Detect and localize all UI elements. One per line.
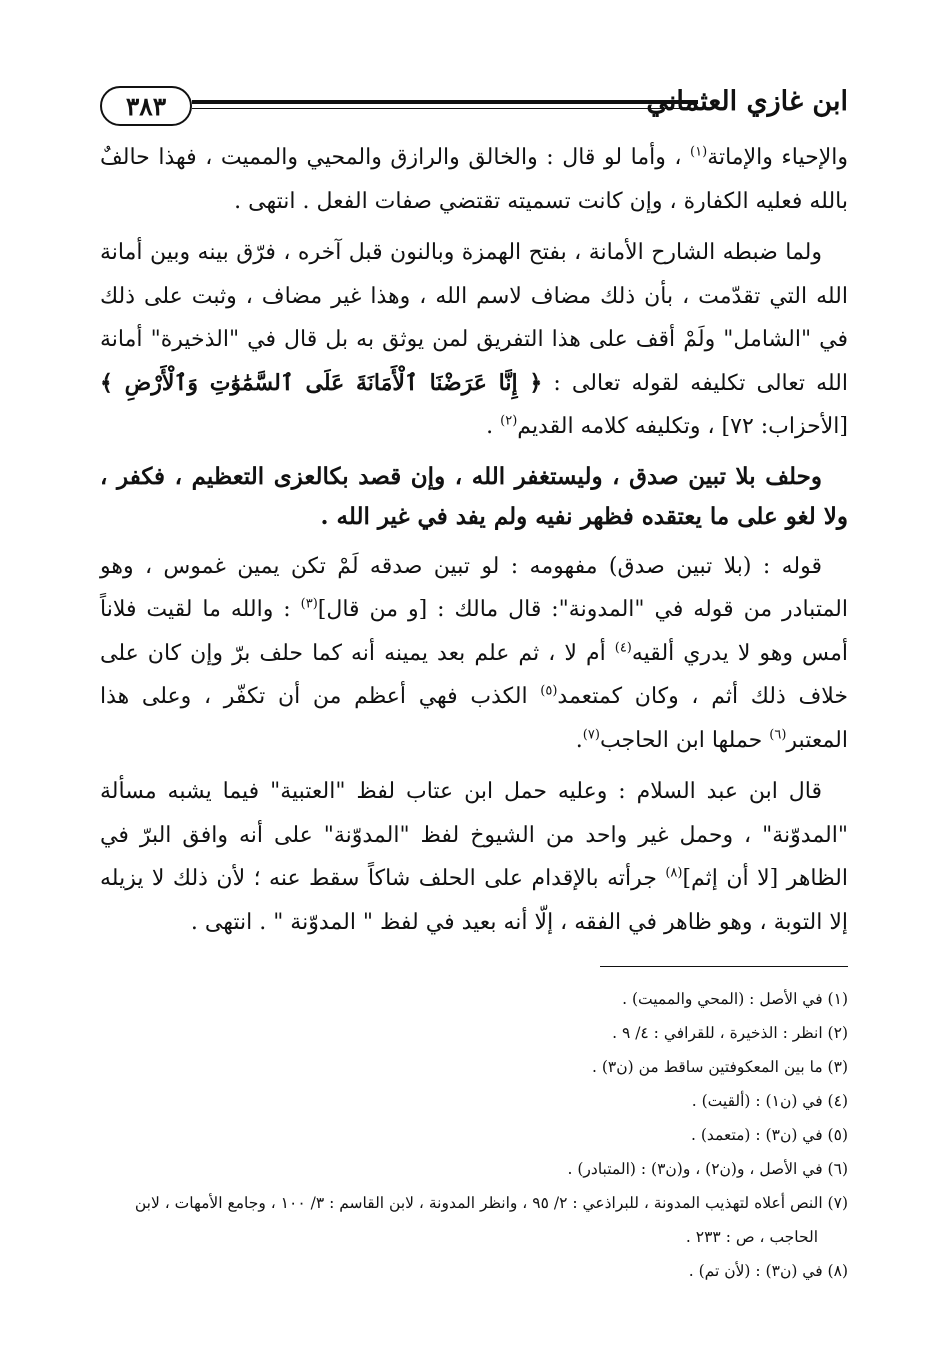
footnote-separator [600,966,848,967]
running-title: ابن غازي العثماني [646,86,848,117]
footnote-7: (٧) النص أعلاه لتهذيب المدونة ، للبراذعي : ٢/ ٩٥ ، وانظر المدونة ، لابن القاسم : ٣/ ١٠٠ ، وجامع الأمهات ، لابن [134,1194,848,1212]
matn-quote: وحلف بلا تبين صدق ، وليستغفر الله ، وإن قصد بكالعزى التعظيم ، فكفر ، ولا لغو على ما يعتقده فظهر نفيه ولم يفد في غير الله . [100,462,848,530]
footnote-1: (١) في الأصل : (المحي والمميت) . [622,990,848,1008]
footnote-5: (٥) في (ن٣) : (متعمد) . [690,1126,848,1144]
header-rule-thin [192,108,698,109]
quran-verse: ﴿ إِنَّا عَرَضْنَا ٱلْأَمَانَةَ عَلَى ٱلسَّمَٰوَٰتِ وَٱلْأَرْضِ ﴾ [100,369,543,396]
page-header [96,80,848,130]
footnote-3: (٣) ما بين المعكوفتين ساقط من (ن٣) . [591,1058,848,1076]
footnote-ref[interactable]: (٨) [665,865,683,881]
footnote-4: (٤) في (ن١) : (ألقيت) . [691,1092,848,1110]
paragraph-1: والإحياء والإماتة$^{(١)}$ ، وأما لو قال : والخالق والرازق والمحيي والمميت ، فهذا حالفٌ بالله فعليه الكفارة ، وإن كانت تسميته تقتضي صفات الفعل . انتهى . [100,144,848,214]
footnote-8: (٨) في (ن٣) : (لأن تم) . [688,1262,848,1280]
page-number: ٣٨٣ [100,86,192,126]
footnote-ref[interactable]: (٣) [300,596,318,612]
footnote-ref[interactable]: (٧) [582,727,600,743]
footnote-ref[interactable]: (٦) [769,727,787,743]
paragraph-2: ولما ضبطه الشارح الأمانة ، بفتح الهمزة وبالنون قبل آخره ، فرّق بينه وبين أمانة الله التي تقدّمت ، بأن ذلك مضاف لاسم الله ، وهذا غير مضاف ، وثبت على ذلك في "الشامل" ولَمْ أقف على هذا التفريق لمن يوثق به بل قال في "الذخيرة" أمانة الله تعالى تكليفه لقوله تعالى : ﴿ إِنَّا عَرَضْنَا ٱلْأَمَانَةَ عَلَى ٱلسَّمَٰوَٰتِ وَٱلْأَرْضِ ﴾ [الأحزاب: ٧٢] ، وتكليفه كلامه القديم$^{(٢)}$ . [100,240,848,439]
footnote-2: (٢) انظر : الذخيرة ، للقرافي : ٤/ ٩ . [612,1024,848,1042]
main-text [100,136,848,944]
footnote-6: (٦) في الأصل ، و(ن٢) ، و(ن٣) : (المتبادر) . [567,1160,848,1178]
footnote-ref[interactable]: (١) [690,144,708,160]
footnote-ref[interactable]: (٢) [500,413,518,429]
paragraph-3: قوله : (بلا تبين صدق) مفهومه : لو تبين صدقه لَمْ تكن يمين غموس ، وهو المتبادر من قوله في "المدونة": قال مالك : [و من قال]$^{(٣)}$ : والله ما لقيت فلاناً أمس وهو لا يدري ألقيه$^{(٤)}$ أم لا ، ثم علم بعد يمينه أنه كما حلف برّ وإن كان على خلاف ذلك أثم ، وكان كمتعمد$^{(٥)}$ الكذب فهي أعظم من أن تكفّر ، وعلى هذا المعتبر$^{(٦)}$ حملها ابن الحاجب$^{(٧)}$. [100,553,848,753]
footnotes [100,982,848,1288]
header-rule [192,100,698,104]
footnote-ref[interactable]: (٥) [540,683,558,699]
footnote-ref[interactable]: (٤) [614,640,632,656]
paragraph-4: قال ابن عبد السلام : وعليه حمل ابن عتاب لفظ "العتبية" فيما يشبه مسألة "المدوّنة" ، وحمل غير واحد من الشيوخ لفظ "المدوّنة" على أنه وافق البرّ في الظاهر [لا أن إثم]$^{(٨)}$ جرأته بالإقدام على الحلف شاكاً سقط عنه ؛ لأن ذلك لا يزيله إلا التوبة ، وهو ظاهر في الفقه ، إلّا أنه بعيد في لفظ " المدوّنة " . انتهى . [100,779,848,935]
footnote-7-continued: الحاجب ، ص : ٢٣٣ . [685,1228,818,1246]
